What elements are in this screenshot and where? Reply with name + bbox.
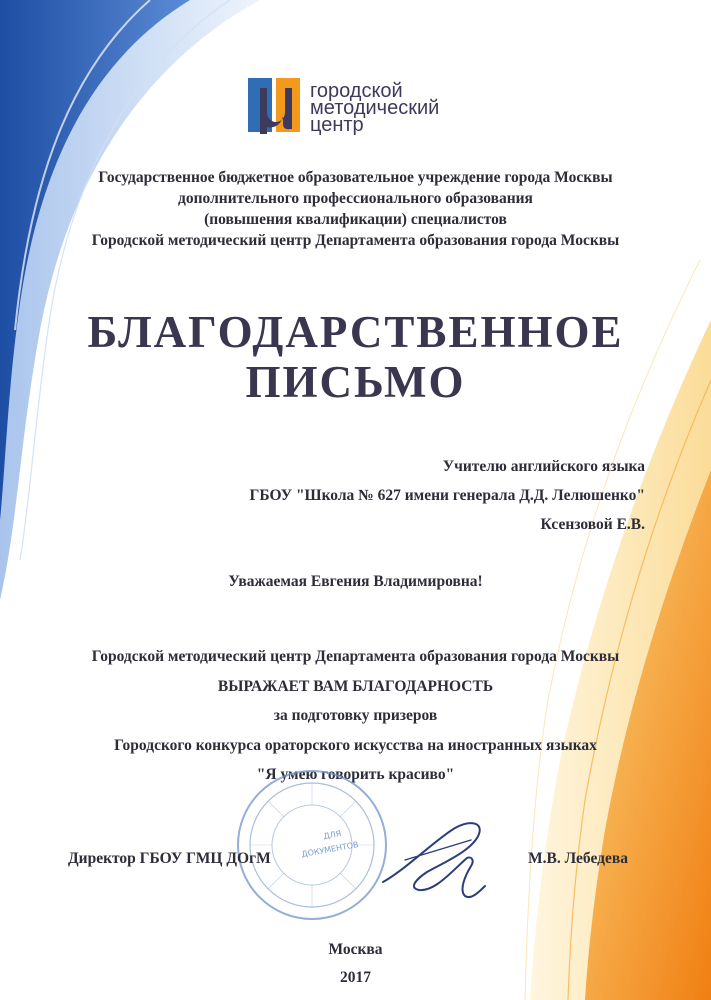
greeting: Уважаемая Евгения Владимировна! bbox=[228, 573, 483, 590]
addressee-position: Учителю английского языка bbox=[442, 458, 645, 475]
year: 2017 bbox=[340, 969, 371, 986]
title-line-1: БЛАГОДАРСТВЕННОЕ bbox=[87, 307, 624, 357]
signatory-name: М.В. Лебедева bbox=[528, 850, 628, 867]
round-stamp bbox=[232, 765, 392, 925]
body-line-4: Городского конкурса ораторского искусства на иностранных языках bbox=[114, 736, 597, 754]
signatory-position: Директор ГБОУ ГМЦ ДОгМ bbox=[68, 850, 271, 867]
body-line-3: за подготовку призеров bbox=[273, 707, 438, 724]
body-line-2: ВЫРАЖАЕТ ВАМ БЛАГОДАРНОСТЬ bbox=[217, 677, 494, 695]
logo-line-3: центр bbox=[310, 114, 364, 136]
body-line-5: "Я умею говорить красиво" bbox=[256, 766, 455, 783]
organization-line-3: (повышения квалификации) специалистов bbox=[204, 211, 507, 228]
stamp-center-line-1: ДЛЯ bbox=[322, 829, 342, 841]
addressee-school: ГБОУ "Школа № 627 имени генерала Д.Д. Лелюшенко" bbox=[249, 487, 645, 504]
stamp-center-line-2: ДОКУМЕНТОВ bbox=[300, 840, 360, 859]
city: Москва bbox=[328, 941, 383, 958]
organization-name bbox=[40, 167, 671, 251]
logo-mu-icon bbox=[246, 74, 306, 136]
handwritten-signature bbox=[375, 800, 495, 910]
gmc-logo bbox=[246, 74, 476, 140]
logo-line-2: методический bbox=[310, 97, 440, 119]
addressee-name: Ксензовой Е.В. bbox=[540, 516, 645, 533]
logo-text bbox=[310, 80, 480, 136]
addressee-block bbox=[125, 452, 645, 539]
logo-line-1: городской bbox=[310, 80, 403, 102]
title-line-2: ПИСЬМО bbox=[245, 357, 466, 407]
body-line-1: Городской методический центр Департамента образования города Москвы bbox=[91, 648, 620, 665]
organization-line-1: Государственное бюджетное образовательное учреждение города Москвы bbox=[98, 169, 613, 186]
organization-line-2: дополнительного профессионального образования bbox=[178, 190, 533, 207]
organization-line-4: Городской методический центр Департамента образования города Москвы bbox=[91, 232, 620, 249]
document-title bbox=[40, 307, 671, 407]
